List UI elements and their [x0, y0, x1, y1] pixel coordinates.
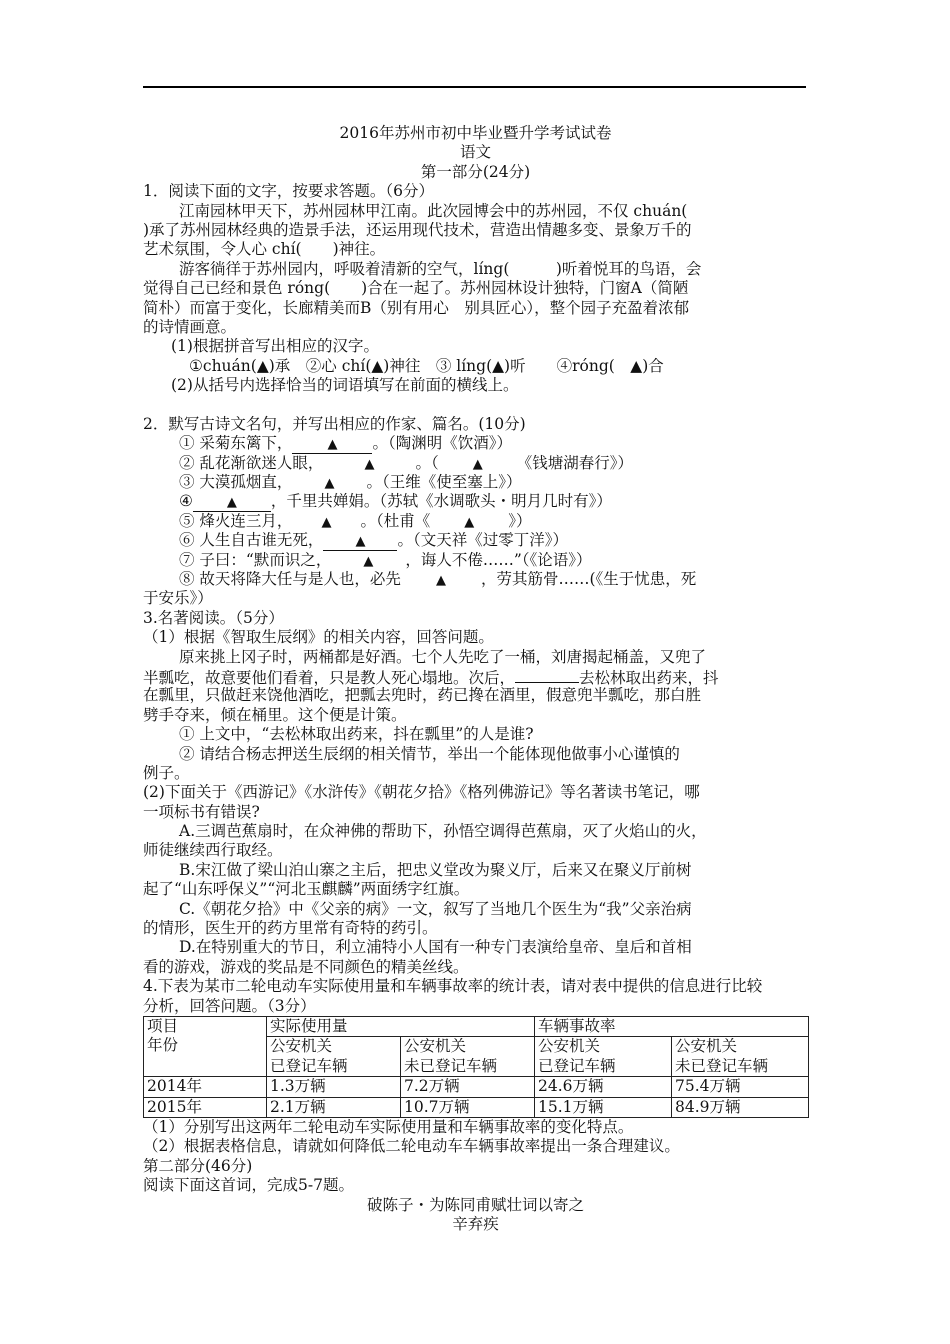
answer-blank[interactable]: ▲ [430, 515, 508, 531]
q1-stem: 1．阅读下面的文字，按要求答题。（6分） [143, 182, 434, 201]
q3-option-b-cont: 起了“山东呼保义”“河北玉麒麟”两面绣字红旗。 [143, 880, 470, 899]
answer-blank[interactable]: ▲ [331, 554, 405, 570]
poem-title: 破陈子・为陈同甫赋壮词以寄之 [366, 1195, 584, 1214]
q3-question-b-cont: 例子。 [143, 763, 190, 782]
q1-passage-line: 的诗情画意。 [143, 317, 237, 336]
q1-sub2: (2)从括号内选择恰当的词语填写在前面的横线上。 [171, 376, 519, 395]
exam-content [143, 124, 808, 1234]
table-subheader: 公安机关 未已登记车辆 [401, 1037, 535, 1077]
q2-item: ⑥ 人生自古谁无死， ▲ 。（文天祥《过零丁洋》） [179, 531, 568, 550]
q3-option-c: C.《朝花夕拾》中《父亲的病》一文，叙写了当地几个医生为“我”父亲治病 [179, 899, 692, 918]
table-cell: 2014年 [144, 1077, 267, 1097]
answer-blank[interactable] [515, 667, 579, 683]
q3-passage-line: 原来挑上冈子时，两桶都是好酒。七个人先吃了一桶，刘唐揭起桶盖，又兜了 [179, 647, 707, 666]
table-row [144, 1077, 809, 1097]
q1-passage-line: 游客徜徉于苏州园内，呼吸着清新的空气，líng( )听着悦耳的鸟语，会 [179, 259, 702, 278]
q3-passage-line: 劈手夺来，倾在桶里。这个便是计策。 [143, 705, 407, 724]
q2-item-continuation: 于安乐》） [143, 589, 213, 608]
q1-passage-line: 简朴）而富于变化，长廊精美而B（别有用心 别具匠心），整个园子充盈着浓郁 [143, 298, 690, 317]
q2-item: ④ ▲ ，千里共婵娟。（苏轼《水调歌头・明月几时有》） [179, 492, 612, 511]
q4-sub1: （1）分别写出这两年二轮电动车实际使用量和车辆事故率的变化特点。 [143, 1118, 634, 1136]
q3-option-a: A.三调芭蕉扇时，在众神佛的帮助下，孙悟空调得芭蕉扇，灭了火焰山的火， [179, 822, 707, 841]
poem-author: 辛弃疾 [452, 1214, 499, 1233]
table-subheader: 公安机关 已登记车辆 [535, 1037, 672, 1077]
q4-stem: 4.下表为某市二轮电动车实际使用量和车辆事故率的统计表，请对表中提供的信息进行比较 [143, 977, 763, 996]
table-group-header: 实际使用量 [267, 1016, 535, 1036]
table-cell: 2.1万辆 [267, 1097, 401, 1117]
q2-item: ② 乱花渐欲迷人眼， ▲ 。（ ▲ 《钱塘湖春行》） [179, 453, 633, 472]
exam-title: 2016年苏州市初中毕业暨升学考试试卷 [339, 124, 612, 142]
q4-sub2: （2）根据表格信息，请就如何降低二轮电动车车辆事故率提出一条合理建议。 [143, 1137, 680, 1156]
table-cell: 84.9万辆 [672, 1097, 809, 1117]
q1-sub1: (1)根据拼音写出相应的汉字。 [171, 337, 379, 356]
answer-blank[interactable]: ▲ [323, 457, 415, 473]
q3-option-d: D.在特别重大的节日，利立浦特小人国有一种专门表演给皇帝、皇后和首相 [179, 938, 692, 957]
q3-option-c-cont: 的情形，医生开的药方里常有奇特的药引。 [143, 919, 438, 938]
q2-item: ⑦ 子曰：“默而识之， ▲ ，诲人不倦……”（《论语》） [179, 550, 592, 569]
table-subheader: 公安机关 未已登记车辆 [672, 1037, 809, 1077]
q3-option-b: B.宋江做了梁山泊山寨之主后，把忠义堂改为聚义厅，后来又在聚义厅前树 [179, 860, 692, 879]
q3-sub1: （1）根据《智取生辰纲》的相关内容，回答问题。 [143, 628, 494, 647]
part2-title: 第二部分(46分) [143, 1156, 253, 1175]
q2-item: ⑧ 故天将降大任与是人也，必先 ▲ ，劳其筋骨……(《生于忧患，死 [179, 569, 697, 588]
q3-question-a: ① 上文中，“去松林取出药来，抖在瓢里”的人是谁? [179, 725, 534, 744]
table-cell: 75.4万辆 [672, 1077, 809, 1097]
q4-stem-cont: 分析，回答问题。（3分） [143, 996, 316, 1015]
table-cell: 24.6万辆 [535, 1077, 672, 1097]
answer-blank[interactable]: ▲ [292, 515, 360, 531]
table-cell: 7.2万辆 [401, 1077, 535, 1097]
answer-blank[interactable]: ▲ [401, 573, 481, 589]
part2-intro: 阅读下面这首词，完成5-7题。 [143, 1176, 354, 1195]
q3-sub2: (2)下面关于《西游记》《水浒传》《朝花夕拾》《格列佛游记》等名著读书笔记，哪 [143, 783, 700, 802]
q3-sub2-cont: 一项标书有错误? [143, 802, 260, 821]
part1-title: 第一部分(24分) [420, 162, 531, 181]
table-corner-cell: 项目 年份 [144, 1016, 267, 1076]
q3-stem: 3.名著阅读。（5分） [143, 608, 284, 627]
answer-blank[interactable]: ▲ [193, 495, 271, 511]
q3-option-d-cont: 看的游戏，游戏的奖品是不同颜色的精美丝线。 [143, 957, 469, 976]
table-cell: 10.7万辆 [401, 1097, 535, 1117]
q1-passage-line: )承了苏州园林经典的造景手法，还运用现代技术，营造出情趣多变、景象万千的 [143, 220, 692, 239]
q3-question-b: ② 请结合杨志押送生辰纲的相关情节，举出一个能体现他做事小心谨慎的 [179, 744, 680, 763]
q1-passage-line: 艺术氛围，令人心 chí( )神往。 [143, 240, 386, 259]
q1-passage-line: 觉得自己已经和景色 róng( )合在一起了。苏州园林设计独特，门窗A（简陋 [143, 279, 689, 298]
table-group-header: 车辆事故率 [535, 1016, 809, 1036]
table-header-row [144, 1016, 809, 1036]
answer-blank[interactable]: ▲ [292, 437, 372, 453]
q3-passage-line: 半瓢吃，故意要他们看着，只是教人死心塌地。次后， 去松林取出药来，抖 [143, 668, 719, 687]
answer-blank[interactable]: ▲ [323, 534, 397, 550]
q2-item: ⑤ 烽火连三月， ▲ 。（杜甫《 ▲ 》） [179, 511, 532, 530]
header-rule [143, 86, 806, 88]
table-cell: 2015年 [144, 1097, 267, 1117]
table-subheader: 公安机关 已登记车辆 [267, 1037, 401, 1077]
q3-option-a-cont: 师徒继续西行取经。 [143, 841, 283, 860]
spacer [143, 395, 808, 414]
table-cell: 1.3万辆 [267, 1077, 401, 1097]
answer-blank[interactable]: ▲ [439, 457, 517, 473]
subject-title: 语文 [459, 143, 491, 162]
q1-sub1-items: ①chuán(▲)承 ②心 chí(▲)神往 ③ líng(▲)听 ④róng( ▲)合 [189, 356, 664, 375]
q2-item: ③ 大漠孤烟直， ▲ 。（王维《使至塞上》） [179, 473, 522, 492]
q1-passage-line: 江南园林甲天下，苏州园林甲江南。此次园博会中的苏州园，不仅 chuán( [179, 201, 688, 220]
table-cell: 15.1万辆 [535, 1097, 672, 1117]
q2-item: ① 采菊东篱下， ▲ 。（陶渊明《饮酒》） [179, 434, 512, 453]
q2-stem: 2．默写古诗文名句，并写出相应的作家、篇名。(10分) [143, 414, 526, 433]
answer-blank[interactable]: ▲ [292, 476, 366, 492]
table-row [144, 1097, 809, 1117]
q3-passage-line: 在瓢里，只做赶来饶他酒吃，把瓢去兜时，药已搀在酒里，假意兜半瓢吃，那白胜 [143, 686, 702, 705]
statistics-table [143, 1016, 809, 1118]
